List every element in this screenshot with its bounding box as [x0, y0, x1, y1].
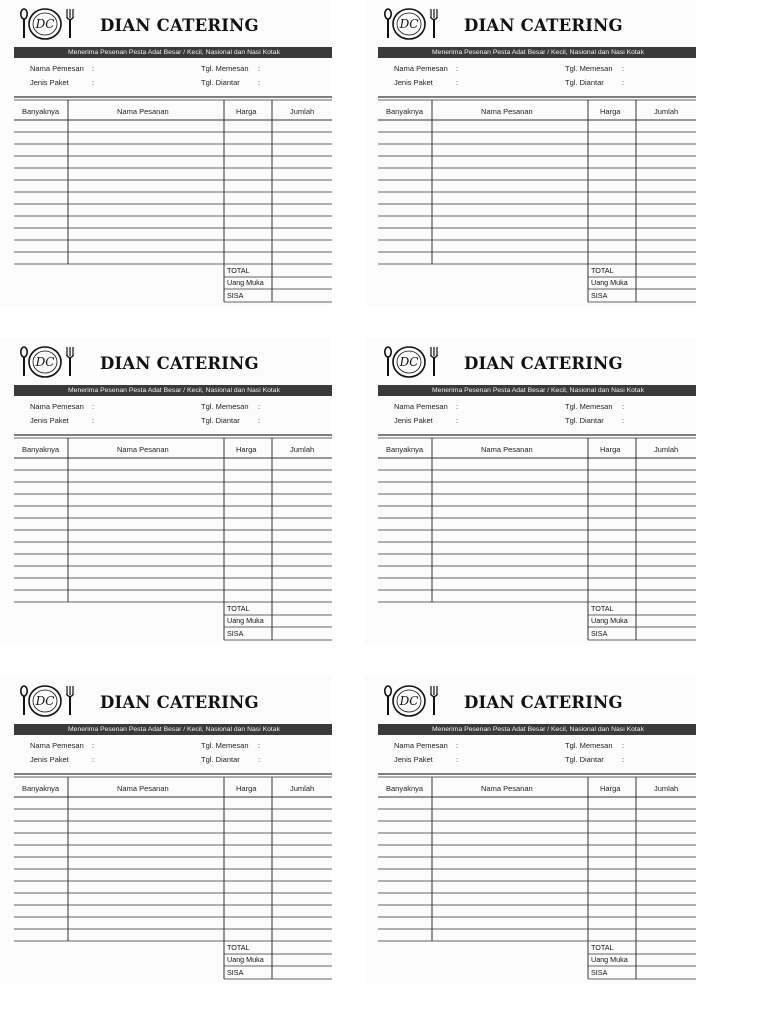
tagline-bar: Menerima Pesenan Pesta Adat Besar / Kecil, Nasional dan Nasi Kotak — [378, 724, 696, 735]
tgl-diantar-colon: : — [258, 755, 261, 764]
nama-pemesan-label: Nama Pemesan — [394, 741, 448, 750]
tgl-memesan-label: Tgl. Memesan — [201, 402, 249, 411]
uang-muka-label: Uang Muka — [227, 616, 264, 625]
tgl-diantar-label: Tgl. Diantar — [565, 78, 604, 87]
nama-pemesan-colon: : — [456, 741, 459, 750]
order-form — [0, 677, 332, 983]
sisa-label: SISA — [591, 629, 608, 638]
company-name: DIAN CATERING — [464, 354, 623, 373]
order-form — [364, 338, 696, 644]
column-harga: Harga — [236, 445, 257, 454]
jenis-paket-label: Jenis Paket — [394, 78, 433, 87]
nama-pemesan-label: Nama Pemesan — [30, 402, 84, 411]
column-nama-pesanan: Nama Pesanan — [117, 107, 169, 116]
order-table-grid — [0, 0, 332, 306]
uang-muka-label: Uang Muka — [227, 278, 264, 287]
column-nama-pesanan: Nama Pesanan — [117, 445, 169, 454]
column-harga: Harga — [600, 784, 621, 793]
company-name: DIAN CATERING — [100, 16, 259, 35]
logo-monogram: DC — [399, 694, 419, 708]
jenis-paket-label: Jenis Paket — [30, 416, 69, 425]
tgl-diantar-label: Tgl. Diantar — [565, 416, 604, 425]
jenis-paket-colon: : — [92, 416, 95, 425]
column-harga: Harga — [600, 445, 621, 454]
order-form — [0, 0, 332, 306]
sisa-label: SISA — [227, 291, 244, 300]
company-name: DIAN CATERING — [464, 693, 623, 712]
tgl-memesan-colon: : — [258, 741, 261, 750]
tgl-diantar-colon: : — [258, 416, 261, 425]
jenis-paket-label: Jenis Paket — [394, 416, 433, 425]
tgl-diantar-label: Tgl. Diantar — [201, 755, 240, 764]
nama-pemesan-colon: : — [92, 64, 95, 73]
jenis-paket-colon: : — [92, 755, 95, 764]
tgl-diantar-label: Tgl. Diantar — [565, 755, 604, 764]
column-harga: Harga — [236, 107, 257, 116]
order-table-grid — [364, 0, 696, 306]
tgl-memesan-colon: : — [622, 64, 625, 73]
tgl-diantar-label: Tgl. Diantar — [201, 78, 240, 87]
tagline-bar: Menerima Pesenan Pesta Adat Besar / Kecil, Nasional dan Nasi Kotak — [14, 385, 332, 396]
logo-monogram: DC — [35, 17, 55, 31]
uang-muka-label: Uang Muka — [227, 955, 264, 964]
nama-pemesan-label: Nama Pemesan — [30, 741, 84, 750]
nama-pemesan-label: Nama Pemesan — [394, 64, 448, 73]
nama-pemesan-colon: : — [456, 64, 459, 73]
tgl-diantar-colon: : — [258, 78, 261, 87]
tagline-bar: Menerima Pesenan Pesta Adat Besar / Kecil, Nasional dan Nasi Kotak — [378, 47, 696, 58]
total-label: TOTAL — [227, 943, 250, 952]
sisa-label: SISA — [227, 629, 244, 638]
tgl-memesan-label: Tgl. Memesan — [201, 64, 249, 73]
column-jumlah: Jumlah — [654, 784, 679, 793]
column-banyaknya: Banyaknya — [386, 445, 424, 454]
column-banyaknya: Banyaknya — [22, 784, 60, 793]
order-form — [0, 338, 332, 644]
order-form — [364, 0, 696, 306]
column-jumlah: Jumlah — [290, 445, 315, 454]
column-harga: Harga — [236, 784, 257, 793]
column-banyaknya: Banyaknya — [22, 445, 60, 454]
total-label: TOTAL — [591, 943, 614, 952]
order-table-grid — [364, 677, 696, 983]
tgl-memesan-colon: : — [258, 64, 261, 73]
column-jumlah: Jumlah — [654, 445, 679, 454]
uang-muka-label: Uang Muka — [591, 616, 628, 625]
jenis-paket-colon: : — [456, 416, 459, 425]
jenis-paket-colon: : — [456, 755, 459, 764]
nama-pemesan-colon: : — [92, 402, 95, 411]
tgl-diantar-colon: : — [622, 416, 625, 425]
tgl-memesan-label: Tgl. Memesan — [201, 741, 249, 750]
tgl-diantar-colon: : — [622, 755, 625, 764]
column-jumlah: Jumlah — [290, 784, 315, 793]
order-table-grid — [0, 677, 332, 983]
column-jumlah: Jumlah — [290, 107, 315, 116]
tgl-diantar-label: Tgl. Diantar — [201, 416, 240, 425]
column-banyaknya: Banyaknya — [386, 784, 424, 793]
total-label: TOTAL — [591, 604, 614, 613]
uang-muka-label: Uang Muka — [591, 955, 628, 964]
order-form — [364, 677, 696, 983]
column-banyaknya: Banyaknya — [22, 107, 60, 116]
logo-monogram: DC — [399, 355, 419, 369]
tagline-bar: Menerima Pesenan Pesta Adat Besar / Kecil, Nasional dan Nasi Kotak — [14, 724, 332, 735]
tagline-bar: Menerima Pesenan Pesta Adat Besar / Kecil, Nasional dan Nasi Kotak — [14, 47, 332, 58]
tgl-memesan-label: Tgl. Memesan — [565, 402, 613, 411]
tgl-memesan-label: Tgl. Memesan — [565, 64, 613, 73]
company-name: DIAN CATERING — [464, 16, 623, 35]
total-label: TOTAL — [591, 266, 614, 275]
order-table-grid — [0, 338, 332, 644]
tgl-memesan-colon: : — [258, 402, 261, 411]
tgl-memesan-label: Tgl. Memesan — [565, 741, 613, 750]
column-nama-pesanan: Nama Pesanan — [481, 784, 533, 793]
nama-pemesan-colon: : — [456, 402, 459, 411]
tgl-memesan-colon: : — [622, 741, 625, 750]
nama-pemesan-label: Nama Pemesan — [30, 64, 84, 73]
jenis-paket-colon: : — [92, 78, 95, 87]
jenis-paket-label: Jenis Paket — [394, 755, 433, 764]
jenis-paket-label: Jenis Paket — [30, 78, 69, 87]
logo-monogram: DC — [399, 17, 419, 31]
uang-muka-label: Uang Muka — [591, 278, 628, 287]
tgl-memesan-colon: : — [622, 402, 625, 411]
sisa-label: SISA — [591, 968, 608, 977]
jenis-paket-colon: : — [456, 78, 459, 87]
column-banyaknya: Banyaknya — [386, 107, 424, 116]
jenis-paket-label: Jenis Paket — [30, 755, 69, 764]
column-nama-pesanan: Nama Pesanan — [117, 784, 169, 793]
total-label: TOTAL — [227, 266, 250, 275]
column-jumlah: Jumlah — [654, 107, 679, 116]
column-harga: Harga — [600, 107, 621, 116]
logo-monogram: DC — [35, 694, 55, 708]
tagline-bar: Menerima Pesenan Pesta Adat Besar / Kecil, Nasional dan Nasi Kotak — [378, 385, 696, 396]
tgl-diantar-colon: : — [622, 78, 625, 87]
company-name: DIAN CATERING — [100, 693, 259, 712]
logo-monogram: DC — [35, 355, 55, 369]
total-label: TOTAL — [227, 604, 250, 613]
company-name: DIAN CATERING — [100, 354, 259, 373]
sisa-label: SISA — [227, 968, 244, 977]
nama-pemesan-colon: : — [92, 741, 95, 750]
column-nama-pesanan: Nama Pesanan — [481, 107, 533, 116]
sisa-label: SISA — [591, 291, 608, 300]
column-nama-pesanan: Nama Pesanan — [481, 445, 533, 454]
nama-pemesan-label: Nama Pemesan — [394, 402, 448, 411]
order-table-grid — [364, 338, 696, 644]
